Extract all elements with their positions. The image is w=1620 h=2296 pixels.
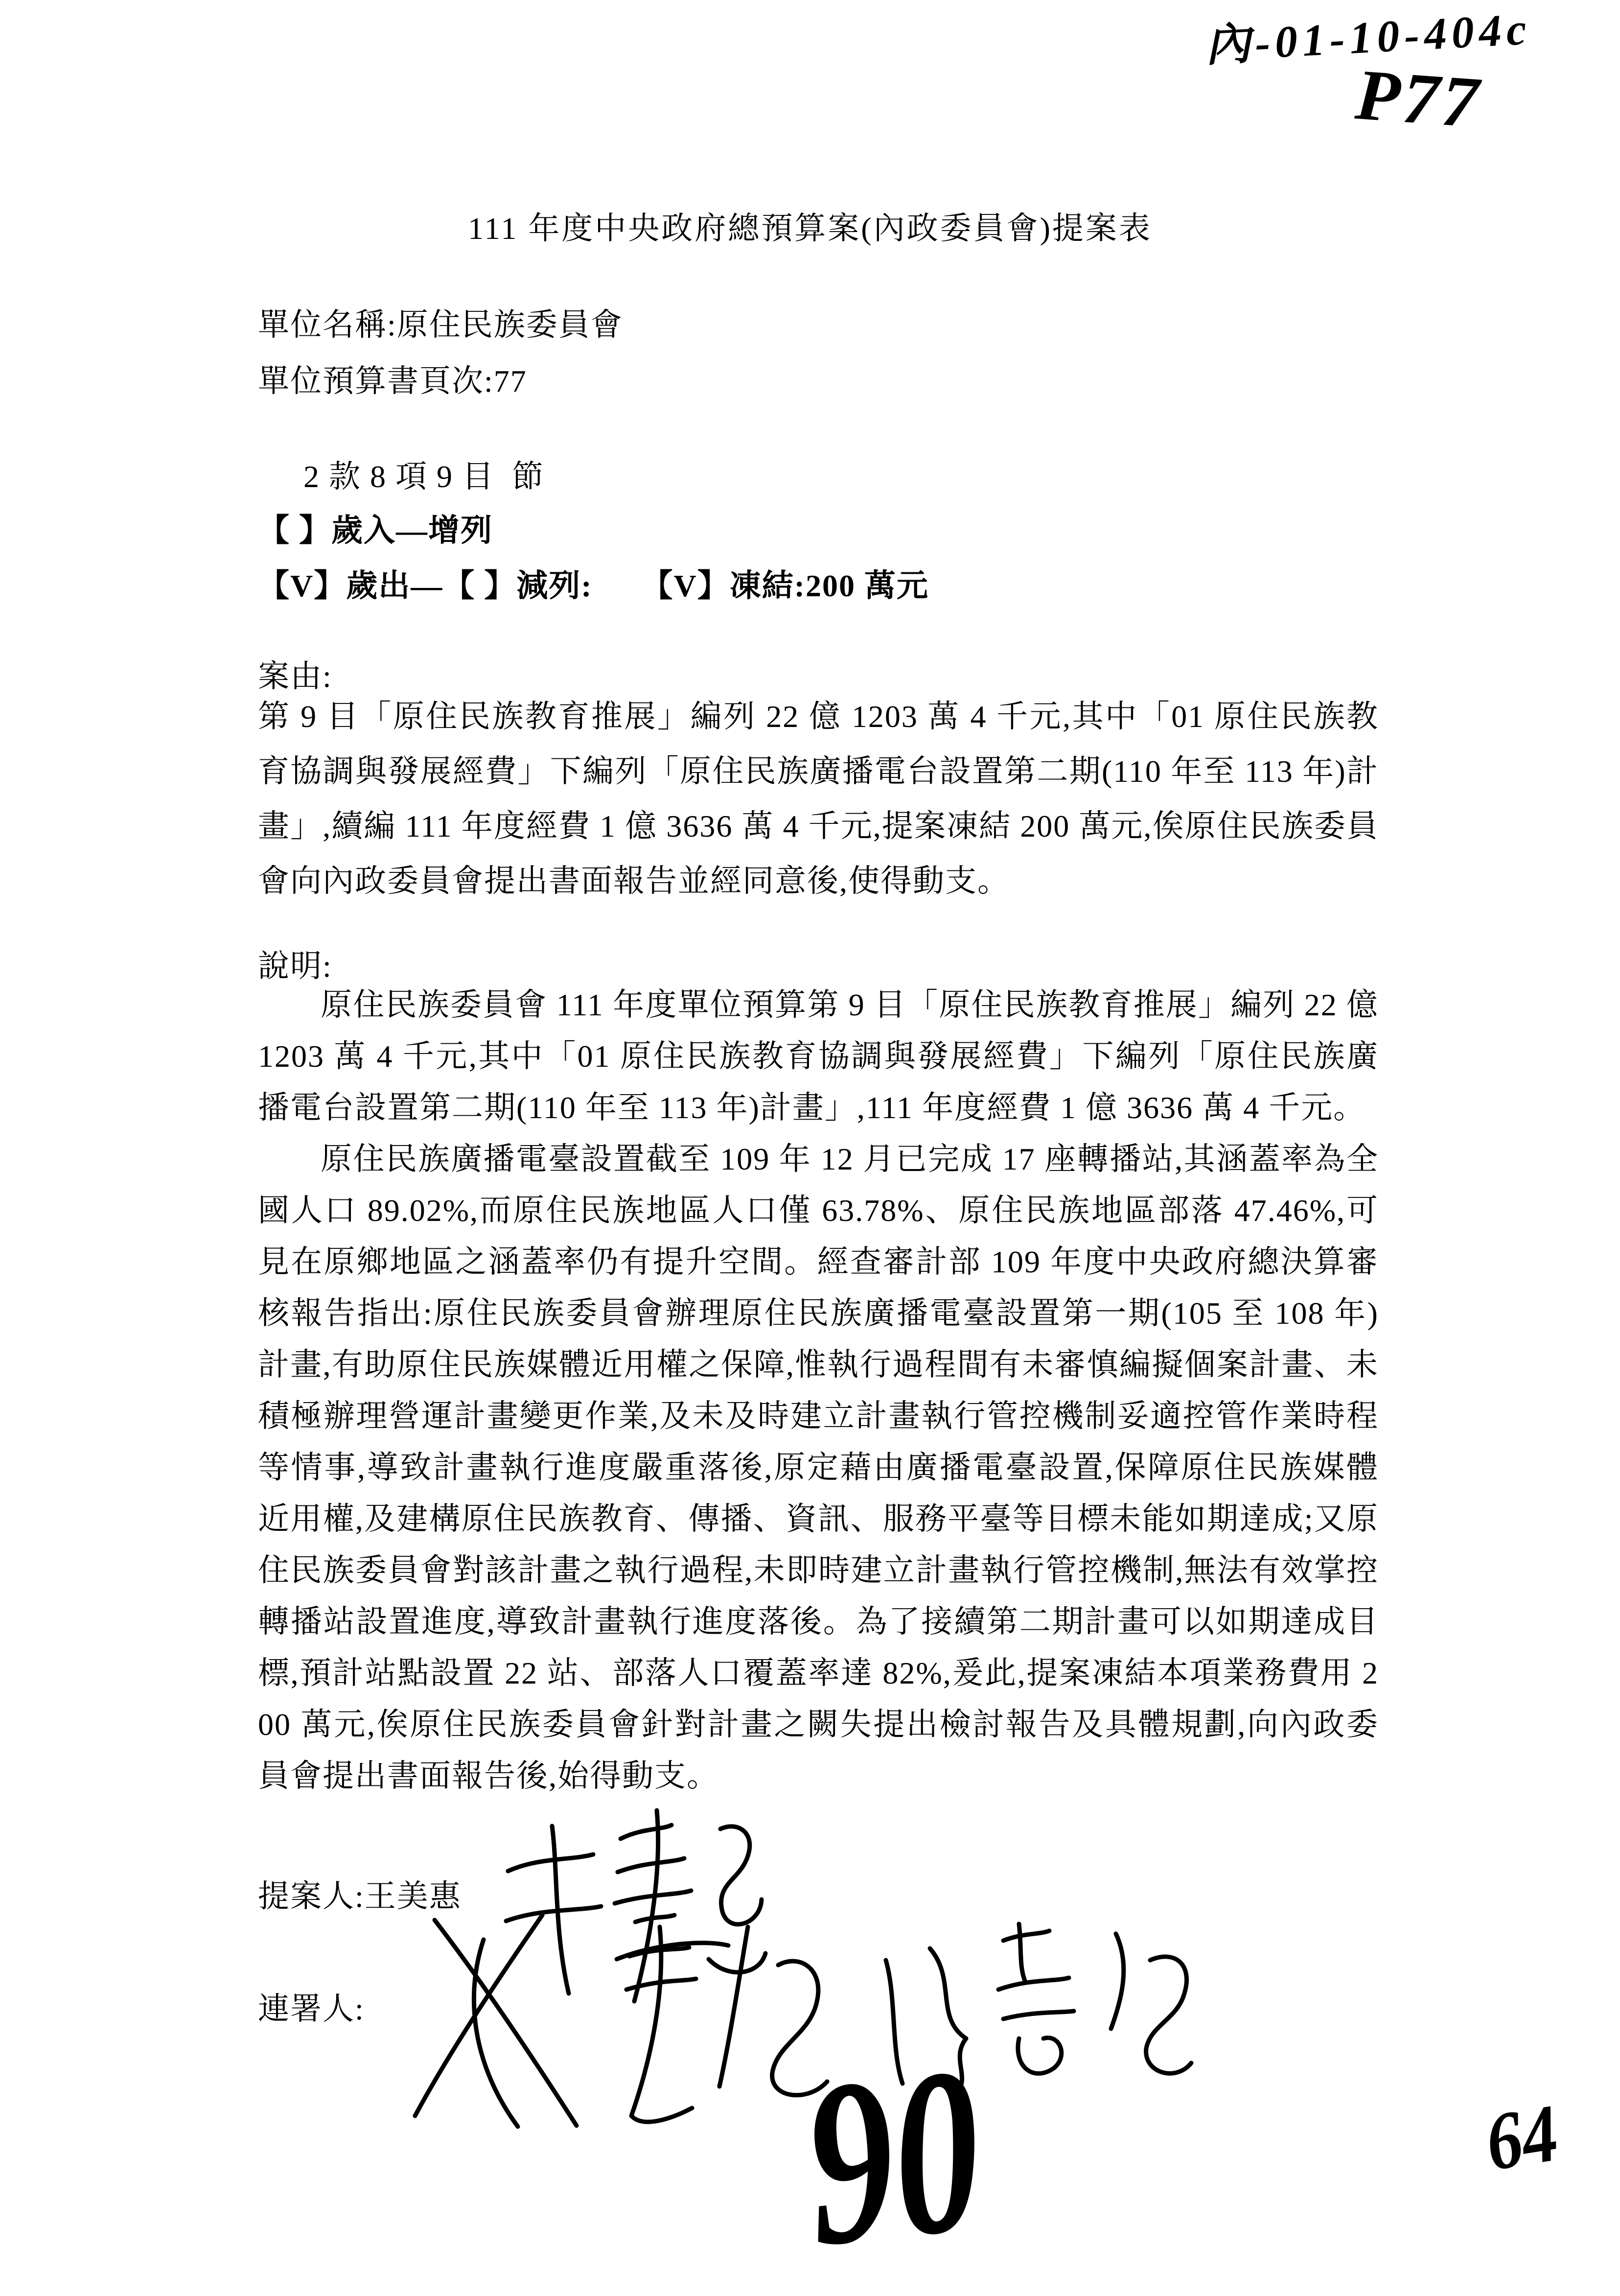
cosigner-label: 連署人: xyxy=(258,1991,365,2026)
unit-page-row xyxy=(258,356,527,401)
cosigner-signature-1 xyxy=(405,1905,846,2135)
unit-name-label: 單位名稱: xyxy=(258,307,397,342)
expenditure-checkbox-row: 【V】歲出—【 】減列: 【V】凍結:200 萬元 xyxy=(258,568,929,603)
proposer-label: 提案人: xyxy=(258,1879,365,1914)
handwritten-number-64: 64 xyxy=(1480,2087,1564,2188)
case-label: 案由: xyxy=(258,659,332,694)
cosigner-row xyxy=(258,1984,365,2029)
handwritten-number-90: 90 xyxy=(794,2018,993,2296)
proposer-name: 王美惠 xyxy=(364,1879,462,1914)
explanation-label: 說明: xyxy=(258,949,332,984)
revenue-checkbox-row: 【 】歲入—增列 xyxy=(258,513,493,548)
case-body: 第 9 目「原住民族教育推展」編列 22 億 1203 萬 4 千元,其中「01 原住民族教育協調與發展經費」下編列「原住民族廣播電台設置第二期(110 年至 113 年)計畫」,續編 111 年度經費 1 億 3636 萬 4 千元,提案凍結 200 萬元,俟原住民族委員會向內政委員會提出書面報告並經同意後,使得動支。 xyxy=(258,699,1379,898)
unit-page-value: 77 xyxy=(493,364,527,398)
document-title: 111 年度中央政府總預算案(內政委員會)提案表 xyxy=(468,211,1152,246)
explanation-paragraph-2: 原住民族廣播電臺設置截至 109 年 12 月已完成 17 座轉播站,其涵蓋率為全國人口 89.02%,而原住民族地區人口僅 63.78%、原住民族地區部落 47.46%,可見在原鄉地區之涵蓋率仍有提升空間。經查審計部 109 年度中央政府總決算審核報告指出:原住民族委員會辦理原住民族廣播電臺設置第一期(105 至 108 年)計畫,有助原住民族媒體近用權之保障,惟執行過程間有未審慎編擬個案計畫、未積極辦理營運計畫變更作業,及未及時建立計畫執行管控機制妥適控管作業時程等情事,導致計畫執行進度嚴重落後,原定藉由廣播電臺設置,保障原住民族媒體近用權,及建構原住民族教育、傳播、資訊、服務平臺等目標未能如期達成;又原住民族委員會對該計畫之執行過程,未即時建立計畫執行管控機制,無法有效掌控轉播站設置進度,導致計畫執行進度落後。為了接續第二期計畫可以如期達成目標,預計站點設置 22 站、部落人口覆蓋率達 82%,爰此,提案凍結本項業務費用 200 萬元,俟原住民族委員會針對計畫之闕失提出檢討報告及具體規劃,向內政委員會提出書面報告後,始得動支。 xyxy=(258,1142,1379,1793)
handwritten-classification-code: 內-01-10-404c xyxy=(1203,3,1532,71)
explanation-paragraph-1: 原住民族委員會 111 年度單位預算第 9 目「原住民族教育推展」編列 22 億 1203 萬 4 千元,其中「01 原住民族教育協調與發展經費」下編列「原住民族廣播電台設置第二期(110 年至 113 年)計畫」,111 年度經費 1 億 3636 萬 4 千元。 xyxy=(258,987,1388,1125)
unit-name-row xyxy=(258,300,623,345)
unit-page-label: 單位預算書頁次: xyxy=(258,364,494,398)
handwritten-page-ref: P77 xyxy=(1353,54,1484,143)
unit-name-value: 原住民族委員會 xyxy=(396,307,623,342)
budget-classification-line: 2 款 8 項 9 目 節 xyxy=(303,459,544,494)
